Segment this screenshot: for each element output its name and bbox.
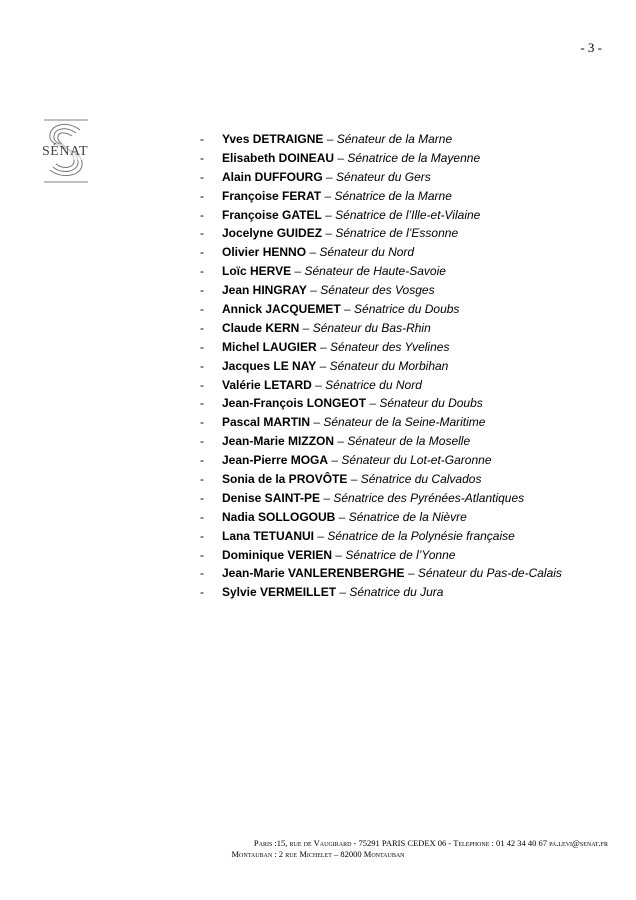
- senator-separator: –: [310, 415, 324, 430]
- senator-separator: –: [314, 528, 328, 543]
- senator-title: Sénateur de la Seine-Maritime: [323, 415, 486, 430]
- senator-bullet: -: [200, 320, 204, 335]
- senator-bullet: -: [200, 188, 204, 203]
- senator-separator: –: [336, 585, 350, 600]
- senator-bullet: -: [200, 585, 204, 600]
- senator-separator: –: [299, 320, 313, 335]
- senator-separator: –: [311, 377, 326, 392]
- senator-title: Sénatrice de la Marne: [334, 188, 452, 203]
- senator-title: Sénateur de la Moselle: [347, 434, 471, 449]
- senator-item: [200, 413, 562, 432]
- senator-bullet: -: [200, 415, 204, 430]
- senator-title: Sénateur du Nord: [319, 245, 415, 260]
- senator-title: Sénateur de la Marne: [336, 132, 453, 146]
- senator-name: Lana TETUANUI: [222, 528, 315, 543]
- senator-item: [200, 281, 562, 300]
- senator-name: Valérie LETARD: [222, 377, 312, 392]
- senator-separator: –: [332, 547, 346, 562]
- senator-name: Yves DETRAIGNE: [222, 132, 324, 146]
- senator-title: Sénatrice du Nord: [325, 377, 422, 392]
- senator-item: [200, 149, 562, 168]
- senator-title: Sénateur du Morbihan: [329, 358, 449, 373]
- senator-title: Sénateur du Pas-de-Calais: [417, 566, 562, 581]
- senator-name: Françoise GATEL: [222, 207, 322, 222]
- senator-bullet: -: [200, 302, 204, 317]
- senator-title: Sénatrice de la Nièvre: [348, 509, 467, 524]
- senator-item: [200, 583, 562, 602]
- senator-item: [200, 546, 562, 565]
- senator-name: Claude KERN: [222, 320, 300, 335]
- senator-name: Sylvie VERMEILLET: [222, 585, 337, 600]
- senator-item: [200, 357, 562, 376]
- senator-name: Jean-Marie MIZZON: [222, 434, 335, 449]
- senator-separator: –: [321, 188, 335, 203]
- senator-bullet: -: [200, 453, 204, 468]
- senator-item: [200, 508, 562, 527]
- senator-item: [200, 470, 562, 489]
- senator-separator: –: [291, 264, 305, 279]
- senator-bullet: -: [200, 528, 204, 543]
- senator-name: Françoise FERAT: [222, 188, 322, 203]
- senator-title: Sénateur du Lot-et-Garonne: [341, 453, 492, 468]
- senator-title: Sénatrice du Calvados: [360, 472, 482, 487]
- senator-title: Sénatrice du Doubs: [354, 302, 460, 317]
- senator-separator: –: [347, 472, 361, 487]
- senator-separator: –: [306, 283, 321, 298]
- senator-bullet: -: [200, 207, 204, 222]
- senator-separator: –: [323, 132, 337, 146]
- senator-bullet: -: [200, 226, 204, 241]
- senator-separator: –: [322, 169, 337, 184]
- senator-item: [200, 489, 562, 508]
- senator-name: Jean-Pierre MOGA: [222, 453, 329, 468]
- senator-name: Nadia SOLLOGOUB: [222, 509, 336, 524]
- senator-item: [200, 130, 562, 149]
- senator-item: [200, 394, 562, 413]
- senator-separator: –: [322, 226, 336, 241]
- footer-address-paris: Paris :15, rue de Vaugirard - 75291 PARIS CEDEX 06 - Telephone : 01 42 34 40 67 pa.levi@senat.fr: [253, 838, 608, 848]
- senator-name: Michel LAUGIER: [222, 339, 317, 354]
- senator-item: [200, 527, 562, 546]
- senator-bullet: -: [200, 245, 204, 260]
- senator-title: Sénateur du Bas-Rhin: [312, 320, 431, 335]
- senator-item: [200, 376, 562, 395]
- senator-separator: –: [334, 150, 348, 165]
- senator-name: Jean-Marie VANLERENBERGHE: [222, 566, 405, 581]
- senator-title: Sénatrice des Pyrénées-Atlantiques: [333, 490, 525, 505]
- senator-name: Jocelyne GUIDEZ: [222, 226, 323, 241]
- senator-name: Jean HINGRAY: [222, 283, 307, 298]
- senator-bullet: -: [200, 358, 204, 373]
- senator-bullet: -: [200, 169, 204, 184]
- senator-bullet: -: [200, 396, 204, 411]
- senator-bullet: -: [200, 150, 204, 165]
- senator-bullet: -: [200, 264, 204, 279]
- senat-logo: [38, 118, 94, 184]
- senator-bullet: -: [200, 283, 204, 298]
- senator-separator: –: [306, 245, 320, 260]
- senator-item: [200, 564, 562, 583]
- senator-title: Sénatrice du Jura: [349, 585, 444, 600]
- senator-item: [200, 243, 562, 262]
- senator-name: Annick JACQUEMET: [222, 302, 341, 317]
- senator-name: Loïc HERVE: [222, 264, 292, 279]
- senator-bullet: -: [200, 132, 204, 146]
- senator-title: Sénatrice de l’Essonne: [335, 226, 459, 241]
- senator-bullet: -: [200, 509, 204, 524]
- senator-separator: –: [316, 358, 330, 373]
- senator-bullet: -: [200, 434, 204, 449]
- senator-title: Sénatrice de l’Ille-et-Vilaine: [335, 207, 481, 222]
- senator-separator: –: [316, 339, 331, 354]
- senator-item: [200, 224, 562, 243]
- senator-separator: –: [334, 434, 348, 449]
- senator-item: [200, 451, 562, 470]
- senator-item: [200, 338, 562, 357]
- senator-separator: –: [320, 490, 334, 505]
- senator-bullet: -: [200, 377, 204, 392]
- senator-name: Alain DUFFOURG: [222, 169, 323, 184]
- senator-bullet: -: [200, 490, 204, 505]
- senator-bullet: -: [200, 547, 204, 562]
- senator-title: Sénateur du Doubs: [379, 396, 483, 411]
- senator-title: Sénatrice de l’Yonne: [345, 547, 456, 562]
- senator-separator: –: [366, 396, 380, 411]
- senator-separator: –: [321, 207, 336, 222]
- senator-separator: –: [328, 453, 342, 468]
- senator-item: [200, 206, 562, 225]
- senator-name: Jean-François LONGEOT: [222, 396, 367, 411]
- senator-title: Sénatrice de la Mayenne: [347, 150, 481, 165]
- senator-bullet: -: [200, 339, 204, 354]
- senator-name: Dominique VERIEN: [222, 547, 333, 562]
- senat-logo-text: SÉNAT: [42, 144, 89, 159]
- senator-item: [200, 187, 562, 206]
- senator-title: Sénateur des Yvelines: [330, 339, 450, 354]
- footer-address-montauban: Montauban : 2 rue Michelet – 82000 Montauban: [231, 849, 405, 859]
- senator-name: Jacques LE NAY: [222, 358, 317, 373]
- senator-title: Sénatrice de la Polynésie française: [327, 528, 515, 543]
- senator-title: Sénateur de Haute-Savoie: [304, 264, 446, 279]
- senator-item: [200, 168, 562, 187]
- senator-item: [200, 432, 562, 451]
- senator-title: Sénateur du Gers: [336, 169, 431, 184]
- senator-list: [200, 130, 562, 602]
- senator-item: [200, 262, 562, 281]
- senator-bullet: -: [200, 472, 204, 487]
- senator-name: Sonia de la PROVÔTE: [222, 472, 348, 487]
- senator-name: Denise SAINT-PE: [222, 490, 321, 505]
- senator-item: [200, 319, 562, 338]
- senator-separator: –: [404, 566, 418, 581]
- senator-separator: –: [340, 302, 355, 317]
- senator-name: Olivier HENNO: [222, 245, 307, 260]
- senator-item: [200, 300, 562, 319]
- senator-title: Sénateur des Vosges: [320, 283, 435, 298]
- senator-separator: –: [335, 509, 349, 524]
- senator-name: Elisabeth DOINEAU: [222, 150, 335, 165]
- page-number: - 3 -: [580, 40, 602, 55]
- senator-name: Pascal MARTIN: [222, 415, 311, 430]
- senator-bullet: -: [200, 566, 204, 581]
